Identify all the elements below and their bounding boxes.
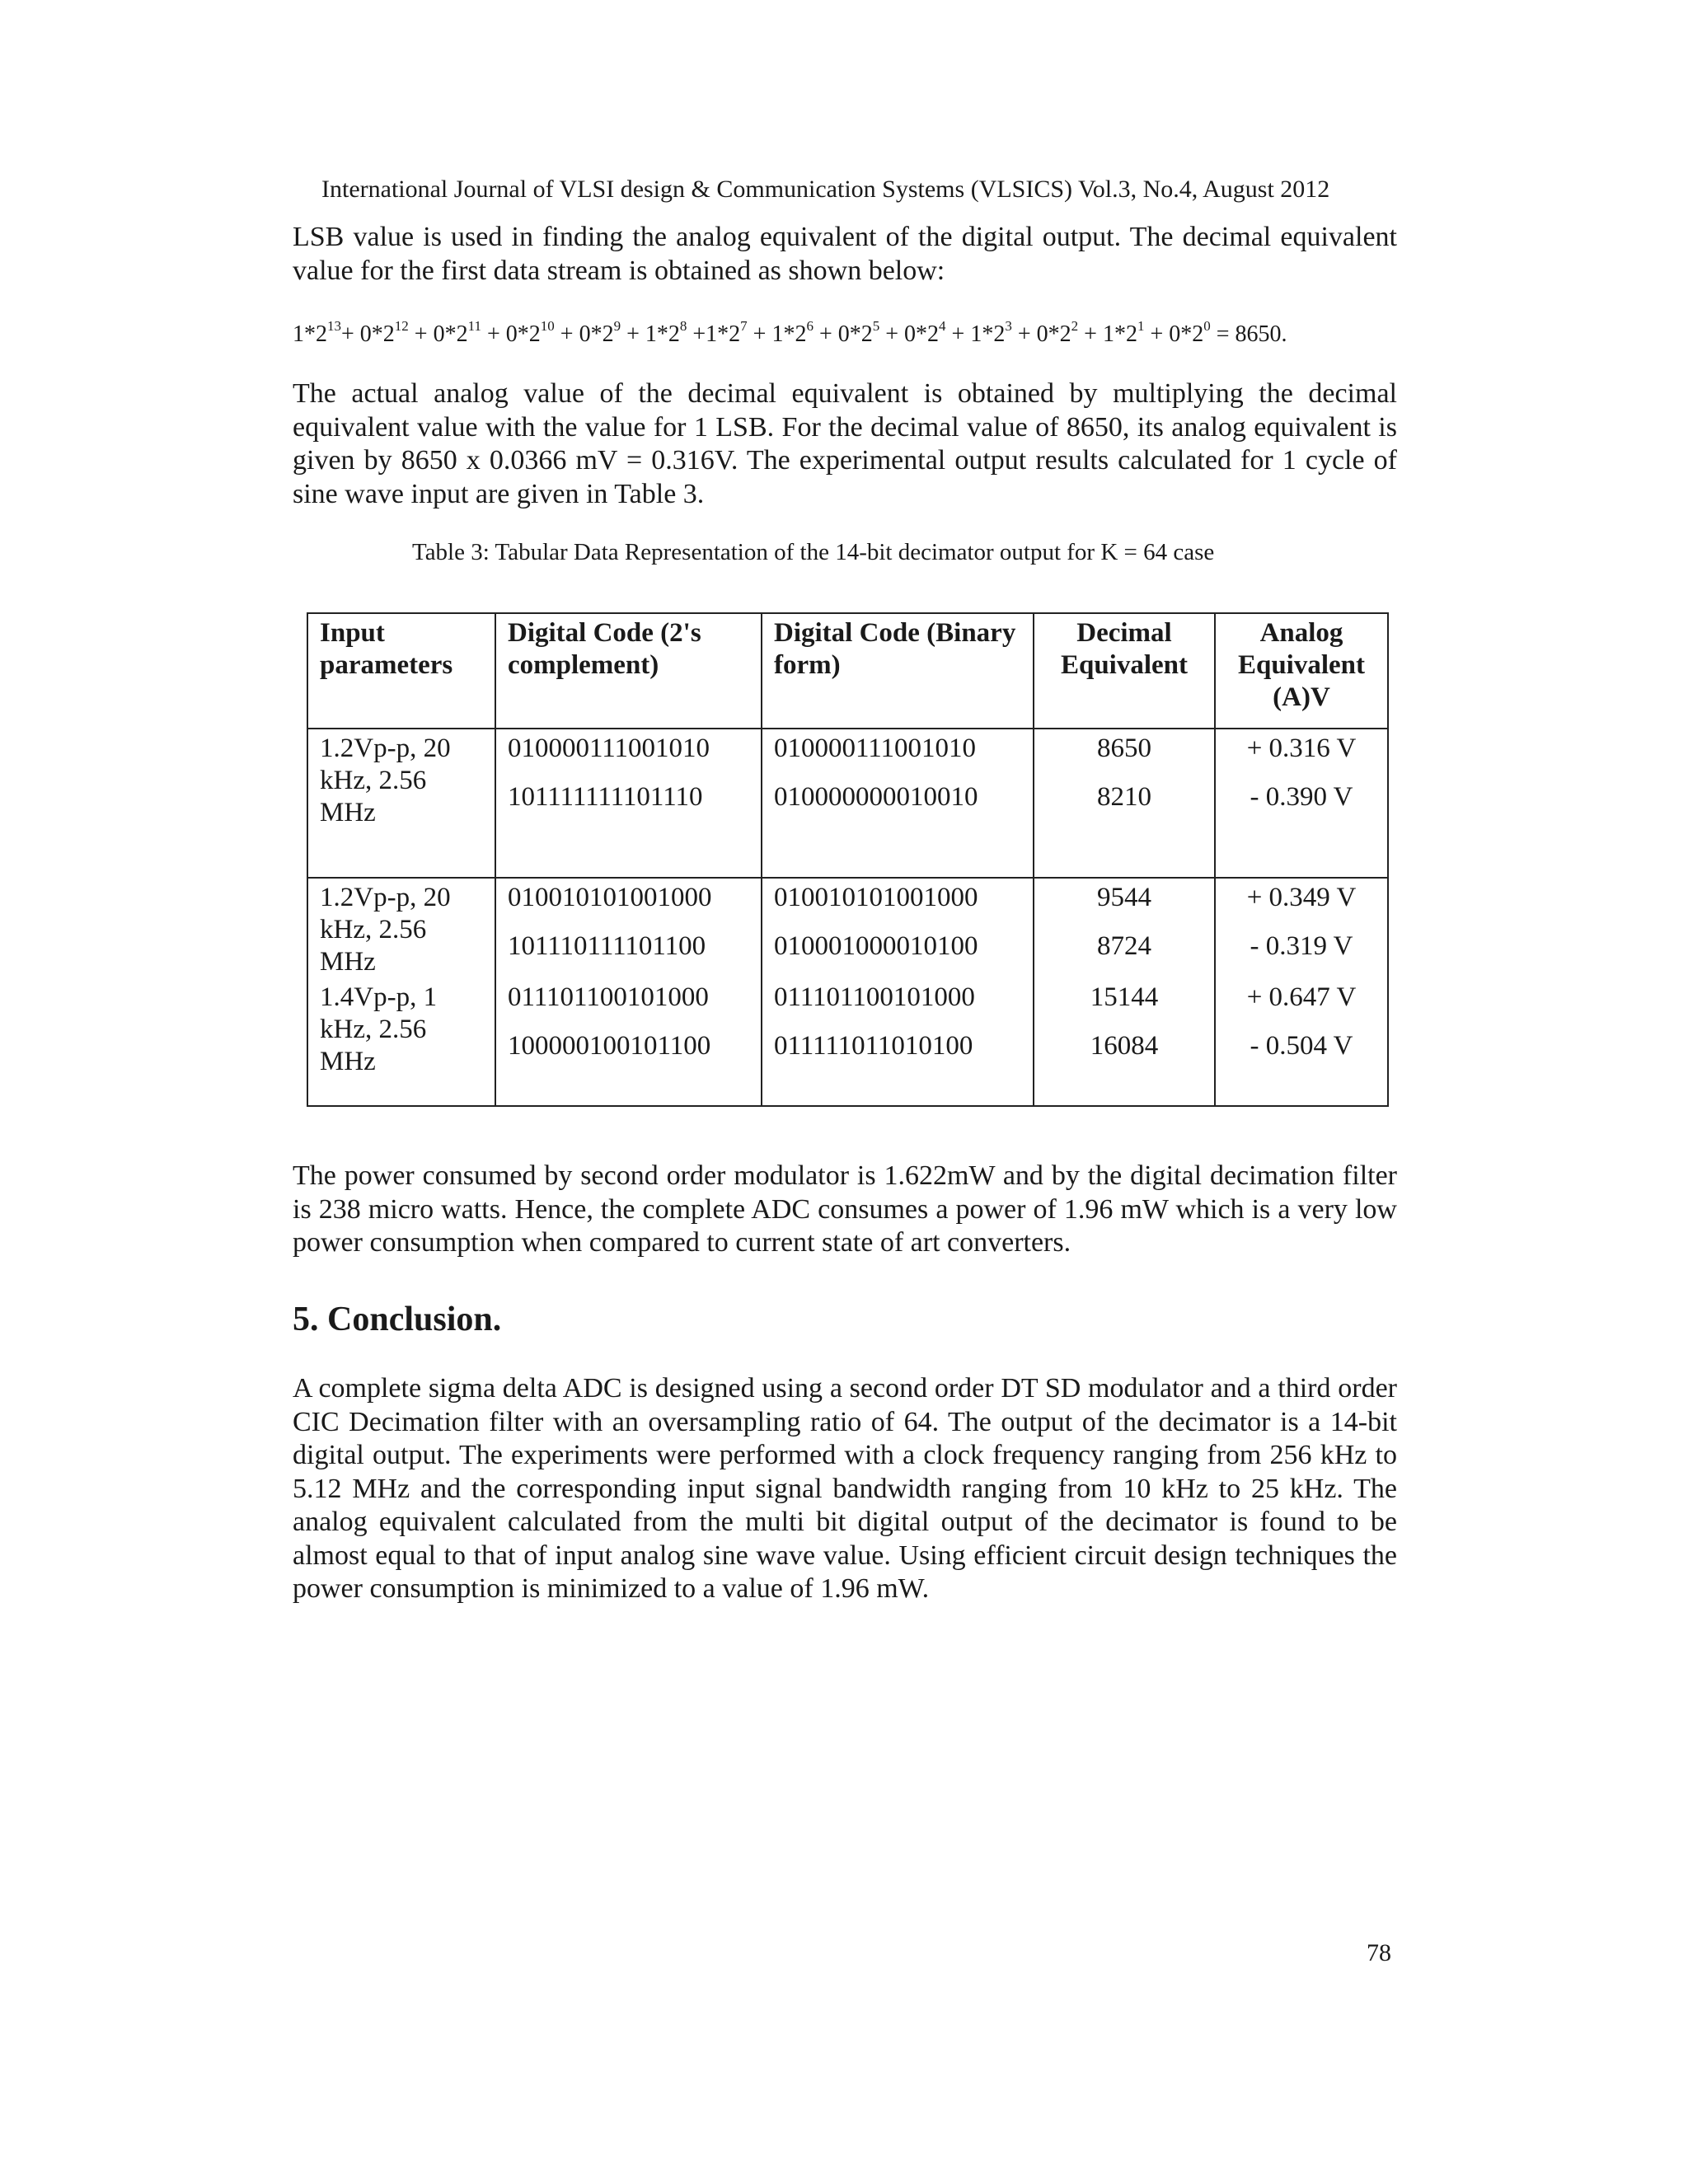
section-heading-conclusion: 5. Conclusion. bbox=[293, 1301, 502, 1338]
binary-form-cell: 011101100101000 011111011010100 bbox=[762, 978, 1034, 1106]
table-row bbox=[307, 729, 1388, 878]
formula-term: $1*2^8$ + bbox=[645, 318, 706, 347]
twos-complement-cell: 010010101001000 101110111101100 bbox=[495, 878, 762, 978]
analog-cell: + 0.316 V - 0.390 V bbox=[1215, 729, 1388, 878]
table-caption: Table 3: Tabular Data Representation of the 14-bit decimator output for K = 64 case bbox=[412, 539, 1215, 565]
input-parameters-cell: 1.2Vp-p, 20 kHz, 2.56 MHz bbox=[307, 729, 495, 878]
formula-term: $1*2^1$ + bbox=[1102, 318, 1170, 347]
formula-term: $0*2^4$ + bbox=[904, 318, 971, 347]
decimal-formula bbox=[293, 318, 1287, 351]
twos-complement-cell: 010000111001010 101111111101110 bbox=[495, 729, 762, 878]
header-decimal-equivalent: Decimal Equivalent bbox=[1034, 613, 1215, 729]
paragraph-conclusion: A complete sigma delta ADC is designed using a second order DT SD modulator and a third order CIC Decimation filter with an oversampling ratio of 64. The output of the decimator is a 14-bit digital output. The experiments were performed with a clock frequency ranging from 256 kHz to 5.12 MHz and the corresponding input signal bandwidth ranging from 10 kHz to 25 kHz. The analog equivalent calculated from the multi bit digital output of the decimator is found to be almost equal to that of input analog sine wave value. Using efficient circuit design techniques the power consumption is minimized to a value of 1.96 mW. bbox=[293, 1373, 1397, 1604]
formula-term: $0*2^2$ + bbox=[1036, 318, 1103, 347]
journal-header: International Journal of VLSI design & Communication Systems (VLSICS) Vol.3, No.4, August 2012 bbox=[321, 176, 1330, 203]
formula-term: $0*2^5$ + bbox=[837, 318, 905, 347]
formula-term: $0*2^{11}$ + bbox=[433, 318, 506, 347]
formula-term: $1*2^{13}+$ bbox=[293, 318, 360, 347]
formula-term: $1*2^3$ + bbox=[970, 318, 1037, 347]
paragraph-lsb: LSB value is used in finding the analog equivalent of the digital output. The decimal equivalent value for the first data stream is obtained as shown below: bbox=[293, 222, 1397, 286]
formula-term: $0*2^{12}$ + bbox=[359, 318, 434, 347]
formula-term: $1*2^7$ + bbox=[706, 318, 772, 347]
table-header-row bbox=[307, 613, 1388, 729]
paragraph-analog-value: The actual analog value of the decimal equivalent is obtained by multiplying the decimal equivalent value with the value for 1 LSB. For the decimal value of 8650, its analog equivalent is given by 8650 x 0.0366 mV = 0.316V. The experimental output results calculated for 1 cycle of sine wave input are given in Table 3. bbox=[293, 378, 1397, 509]
binary-form-cell: 010000111001010 010000000010010 bbox=[762, 729, 1034, 878]
decimal-cell: 8650 8210 bbox=[1034, 729, 1215, 878]
table-row bbox=[307, 978, 1388, 1106]
formula-term: $0*2^9$ + bbox=[579, 318, 645, 347]
binary-form-cell: 010010101001000 010001000010100 bbox=[762, 878, 1034, 978]
header-input-parameters: Input parameters bbox=[307, 613, 495, 729]
formula-term: $1*2^6$ + bbox=[771, 318, 838, 347]
formula-term: $0*2^0 = 8650$. bbox=[1169, 318, 1287, 347]
input-parameters-cell: 1.4Vp-p, 1 kHz, 2.56 MHz bbox=[307, 978, 495, 1106]
decimal-cell: 15144 16084 bbox=[1034, 978, 1215, 1106]
results-table bbox=[307, 612, 1389, 1107]
formula-term: $0*2^{10}$ + bbox=[505, 318, 579, 347]
analog-cell: + 0.349 V - 0.319 V bbox=[1215, 878, 1388, 978]
page-number: 78 bbox=[1367, 1939, 1391, 1966]
analog-cell: + 0.647 V - 0.504 V bbox=[1215, 978, 1388, 1106]
header-twos-complement: Digital Code (2's complement) bbox=[495, 613, 762, 729]
paragraph-power: The power consumed by second order modulator is 1.622mW and by the digital decimation filter is 238 micro watts. Hence, the complete ADC consumes a power of 1.96 mW which is a very low power consumption when compared to current state of art converters. bbox=[293, 1160, 1397, 1258]
header-binary-form: Digital Code (Binary form) bbox=[762, 613, 1034, 729]
results-table-container bbox=[307, 612, 1389, 1107]
decimal-cell: 9544 8724 bbox=[1034, 878, 1215, 978]
twos-complement-cell: 011101100101000 100000100101100 bbox=[495, 978, 762, 1106]
input-parameters-cell: 1.2Vp-p, 20 kHz, 2.56 MHz bbox=[307, 878, 495, 978]
header-analog-equivalent: Analog Equivalent (A)V bbox=[1215, 613, 1388, 729]
table-row bbox=[307, 878, 1388, 978]
